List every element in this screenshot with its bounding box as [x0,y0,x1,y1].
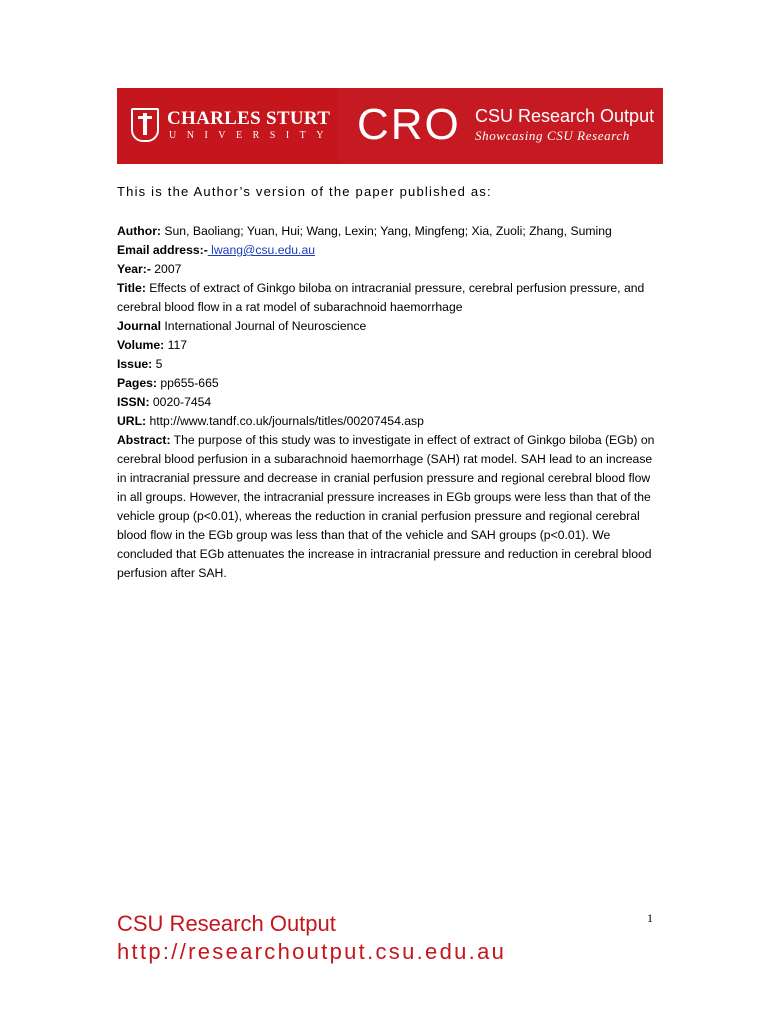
university-subtitle: UNIVERSITY [169,130,334,141]
title-line [117,279,662,317]
crest-icon [131,108,159,142]
journal-label: Journal [117,319,162,333]
cro-mark: CRO [357,100,461,149]
title-label: Title: [117,281,146,295]
author-label: Author: [117,224,161,238]
year-label: Year:- [117,262,151,276]
journal-value: International Journal of Neuroscience [161,319,367,333]
header-banner [117,88,663,164]
abstract-text: The purpose of this study was to investigate in effect of extract of Ginkgo biloba (EGb) on cerebral blood perfusion in a subarachnoid haemorrhage (SAH) rat model. SAH lead to an increase in intracranial pressure and decrease in cranial perfusion pressure and regional cerebral blood flow in all groups. However, the intracranial pressure increases in EGb groups were less than that of the vehicle group (p<0.01), whereas the reduction in cranial perfusion pressure and regional cerebral blood flow in the EGb group was less than that of the vehicle and SAH groups (p<0.01). We concluded that EGb attenuates the increase in intracranial pressure and reduction in cerebral blood perfusion after SAH. [117,433,655,580]
page-number: 1 [647,911,653,925]
issue-line [117,355,662,374]
title-value: Effects of extract of Ginkgo biloba on intracranial pressure, cerebral perfusion pressure, and cerebral blood flow in a rat model of subarachnoid haemorrhage [117,281,645,314]
email-link[interactable]: lwang@csu.edu.au [207,243,315,257]
author-value: Sun, Baoliang; Yuan, Hui; Wang, Lexin; Yang, Mingfeng; Xia, Zuoli; Zhang, Suming [161,224,612,238]
email-label: Email address:- [117,243,208,257]
footer-title: CSU Research Output [117,911,336,936]
footer-url[interactable]: http://researchoutput.csu.edu.au [117,939,507,964]
charles-sturt-logo [117,88,337,164]
year-line [117,260,662,279]
issue-label: Issue: [117,357,153,371]
url-label: URL: [117,414,147,428]
pages-line [117,374,662,393]
footer [117,910,506,966]
issn-label: ISSN: [117,395,150,409]
url-value: http://www.tandf.co.uk/journals/titles/00207454.asp [146,414,424,428]
year-value: 2007 [150,262,182,276]
issue-value: 5 [152,357,163,371]
pages-label: Pages: [117,376,157,390]
citation-block [117,222,662,583]
abstract-label: Abstract: [117,433,171,447]
cro-logo [339,88,663,164]
issn-line [117,393,662,412]
pages-value: pp655-665 [156,376,219,390]
volume-value: 117 [164,338,188,352]
email-line [117,241,662,260]
cro-tagline: Showcasing CSU Research [475,128,630,143]
author-line [117,222,662,241]
volume-line [117,336,662,355]
url-line [117,412,662,431]
abstract-paragraph [117,431,662,583]
university-name: CHARLES STURT [167,108,331,129]
journal-line [117,317,662,336]
volume-label: Volume: [117,338,165,352]
intro-text: This is the Author’s version of the paper published as: [117,184,492,199]
cro-title: CSU Research Output [475,106,655,126]
issn-value: 0020-7454 [149,395,212,409]
